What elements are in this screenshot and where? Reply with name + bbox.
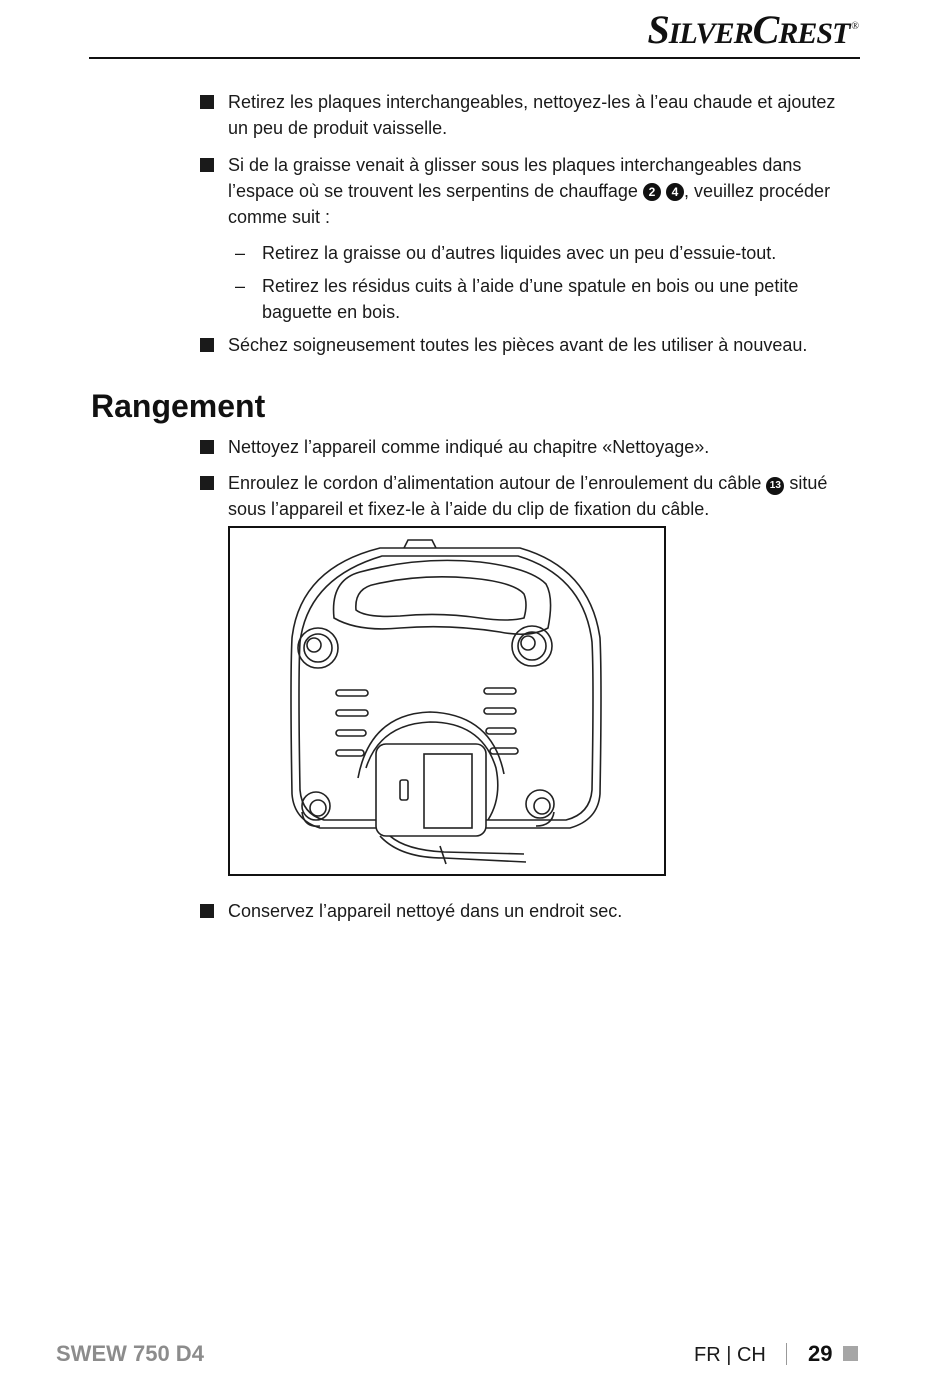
bullet-square-icon bbox=[200, 476, 214, 490]
header-rule bbox=[89, 57, 860, 59]
appliance-bottom-icon bbox=[230, 528, 664, 874]
callout-13-icon: 13 bbox=[766, 477, 784, 495]
storage-item-2: Enroulez le cordon d’alimentation autour de l’enroulement du câble 13 situé sous l’appareil et fixez-le à l’aide du clip de fixation du câble. bbox=[228, 470, 858, 522]
bullet-square-icon bbox=[200, 904, 214, 918]
cleaning-subitem-2: – Retirez les résidus cuits à l’aide d’une spatule en bois ou une petite baguette en bois. bbox=[262, 273, 842, 325]
appliance-underside-illustration bbox=[228, 526, 666, 876]
storage-item-1: Nettoyez l’appareil comme indiqué au chapitre «Nettoyage». bbox=[228, 434, 858, 460]
dash-bullet: – bbox=[235, 276, 246, 296]
footer-divider bbox=[786, 1343, 787, 1365]
cleaning-item-1: Retirez les plaques interchangeables, nettoyez-les à l’eau chaude et ajoutez un peu de produit vaisselle. bbox=[228, 89, 858, 141]
cleaning-item-3: Séchez soigneusement toutes les pièces avant de les utiliser à nouveau. bbox=[228, 332, 858, 358]
section-heading-rangement: Rangement bbox=[91, 388, 266, 424]
cleaning-subitem-1: – Retirez la graisse ou d’autres liquides avec un peu d’essuie-tout. bbox=[262, 240, 842, 266]
callout-2-icon: 2 bbox=[643, 183, 661, 201]
bullet-square-icon bbox=[200, 95, 214, 109]
cleaning-item-2: Si de la graisse venait à glisser sous les plaques interchangeables dans l’espace où se trouvent les serpentins de chauffage 2 4 , veuillez procéder comme suit : bbox=[228, 152, 858, 230]
page-number: 29 bbox=[808, 1341, 833, 1366]
dash-bullet: – bbox=[235, 243, 246, 263]
footer-square-icon bbox=[843, 1346, 858, 1361]
bullet-square-icon bbox=[200, 338, 214, 352]
bullet-square-icon bbox=[200, 158, 214, 172]
storage-item-3: Conservez l’appareil nettoyé dans un endroit sec. bbox=[228, 898, 858, 924]
footer-model-number: SWEW 750 D4 bbox=[56, 1341, 204, 1366]
footer-language: FR | CH bbox=[694, 1344, 766, 1366]
brand-logo: SILVERCREST ® bbox=[647, 7, 858, 52]
bullet-square-icon bbox=[200, 440, 214, 454]
callout-4-icon: 4 bbox=[666, 183, 684, 201]
